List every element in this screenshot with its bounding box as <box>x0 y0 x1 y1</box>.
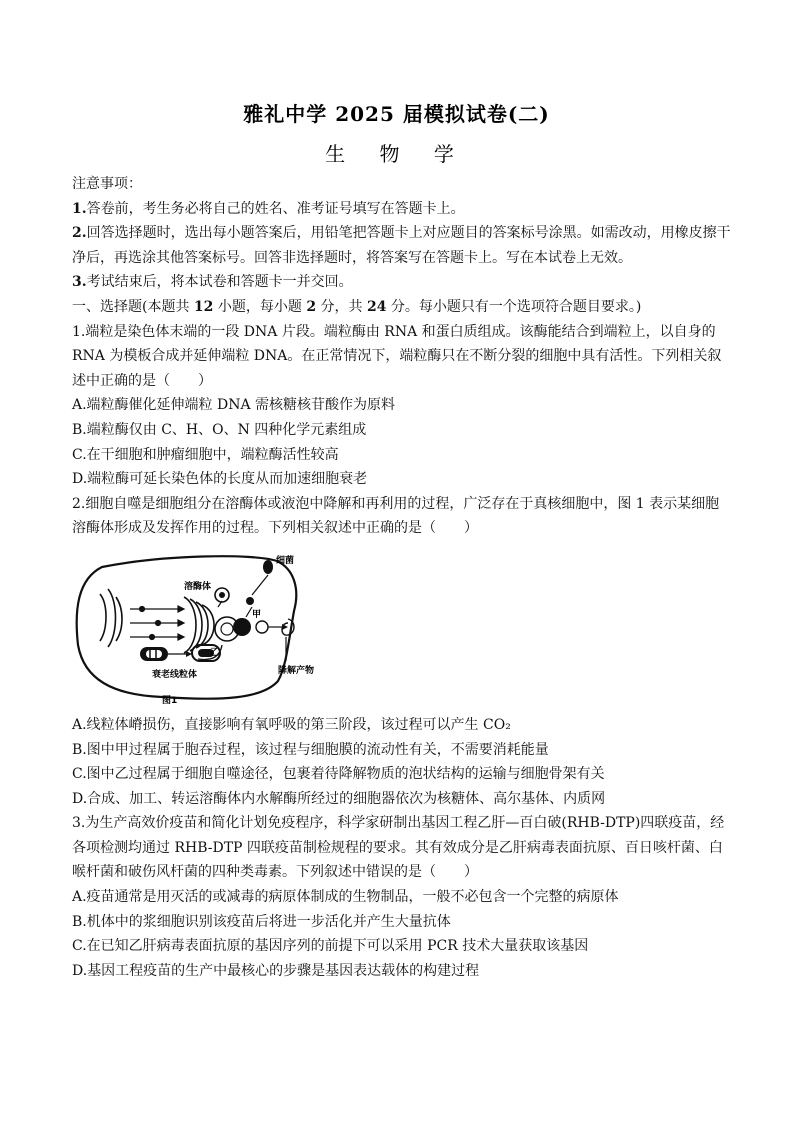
question-3-option-c: C.在已知乙肝病毒表面抗原的基因序列的前提下可以采用 PCR 技术大量获取该基因 <box>72 938 589 955</box>
label-degradation: 降解产物 <box>278 665 315 676</box>
notice-heading: 注意事项： <box>72 176 142 192</box>
label-yi: 乙 <box>210 647 220 658</box>
question-3-option-b: B.机体中的浆细胞识别该疫苗后将进一步活化并产生大量抗体 <box>72 913 451 930</box>
notice-item-2: 2.回答选择题时，选出每小题答案后，用铅笔把答题卡上对应题目的答案标号涂黑。如需改动，用橡皮擦干净后，再选涂其他答案标号。回答非选择题时，将答案写在答题卡上。写在本试卷上无效。 <box>72 225 731 266</box>
question-1-option-c: C.在干细胞和肿瘤细胞中，端粒酶活性较高 <box>72 446 339 463</box>
question-3-option-d: D.基因工程疫苗的生产中最核心的步骤是基因表达载体的构建过程 <box>72 962 480 979</box>
cell-diagram <box>72 549 332 707</box>
cell-autophagy-figure <box>72 549 332 707</box>
question-1-stem: 1.端粒是染色体末端的一段 DNA 片段。端粒酶由 RNA 和蛋白质组成。该酶能结合到端粒上，以自身的 RNA 为模板合成并延伸端粒 DNA。在正常情况下，端粒酶只在不断分裂的细胞中具有活性。下列相关叙述中正确的是（ ） <box>72 323 722 389</box>
question-2-stem: 2.细胞自噬是细胞组分在溶酶体或液泡中降解和再利用的过程，广泛存在于真核细胞中，图 1 表示某细胞溶酶体形成及发挥作用的过程。下列相关叙述中正确的是（ ） <box>72 495 720 537</box>
endoplasmic-reticulum <box>100 589 122 647</box>
notice-item-1: 1.答卷前，考生务必将自己的姓名、准考证号填写在答题卡上。 <box>72 200 465 217</box>
exam-title: 雅礼中学 2025 届模拟试卷(二) <box>243 102 550 126</box>
label-bacteria: 细菌 <box>276 555 295 566</box>
question-2-option-a: A.线粒体嵴损伤，直接影响有氧呼吸的第三阶段，该过程可以产生 CO₂ <box>72 716 511 733</box>
figure-caption: 图1 <box>162 695 178 706</box>
label-jia: 甲 <box>252 609 262 620</box>
question-1-option-d: D.端粒酶可延长染色体的长度从而加速细胞衰老 <box>72 471 368 488</box>
label-lysosome: 溶酶体 <box>184 581 212 592</box>
question-1-option-b: B.端粒酶仅由 C、H、O、N 四种化学元素组成 <box>72 421 367 438</box>
exam-content <box>72 172 732 983</box>
label-mitochondrion: 衰老线粒体 <box>152 669 198 680</box>
subject-title: 生 物 学 <box>325 142 468 166</box>
bacteria-icon <box>263 560 273 574</box>
question-3-option-a: A.疫苗通常是用灭活的或减毒的病原体制成的生物制品，一般不必包含一个完整的病原体 <box>72 889 619 906</box>
question-1-option-a: A.端粒酶催化延伸端粒 DNA 需核糖核苷酸作为原料 <box>72 397 396 414</box>
notice-item-3: 3.考试结束后，将本试卷和答题卡一并交回。 <box>72 274 353 291</box>
question-2-option-d: D.合成、加工、转运溶酶体内水解酶所经过的细胞器依次为核糖体、高尔基体、内质网 <box>72 790 606 807</box>
question-2-option-b: B.图中甲过程属于胞吞过程，该过程与细胞膜的流动性有关，不需要消耗能量 <box>72 741 549 758</box>
section-heading: 一、选择题(本题共 12 小题，每小题 2 分，共 24 分。每小题只有一个选项符合题目要求。) <box>72 298 642 315</box>
question-3-stem: 3.为生产高效价疫苗和简化计划免疫程序，科学家研制出基因工程乙肝—百白破(RHB-DTP)四联疫苗，经各项检测均通过 RHB-DTP 四联疫苗制检规程的要求。其有效成分是乙肝病毒表面抗原、百日咳杆菌、白喉杆菌和破伤风杆菌的四种类毒素。下列叙述中错误的是（ ） <box>72 815 725 881</box>
question-2-option-c: C.图中乙过程属于细胞自噬途径，包裹着待降解物质的泡状结构的运输与细胞骨架有关 <box>72 766 605 783</box>
